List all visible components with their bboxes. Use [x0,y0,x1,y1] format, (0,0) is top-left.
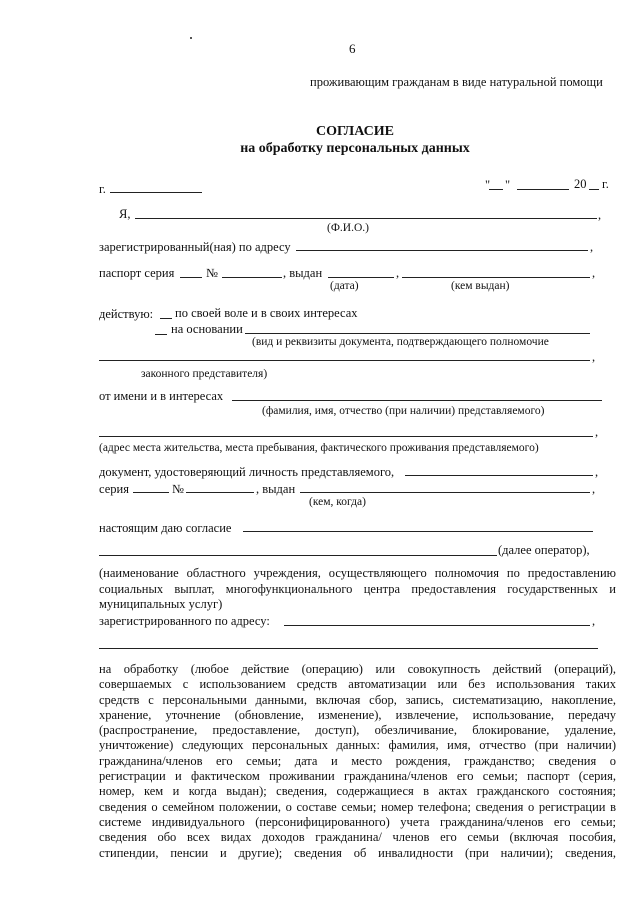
series2-field[interactable] [133,492,169,493]
operator-field-2[interactable] [99,555,497,556]
trailing-comma: , [595,425,599,439]
registered2-label: зарегистрированного по адресу: [99,614,270,628]
acting-basis-field[interactable] [245,333,590,334]
trailing-comma: , [598,208,602,222]
passport-issuer-caption: (кем выдан) [451,280,510,292]
passport-date-caption: (дата) [330,280,359,292]
trailing-comma: , [396,266,400,280]
body-line: номер, кем и когда выдан); сведения, содержащиеся в актах гражданского состояния; [99,784,616,799]
operator-label: (далее оператор), [498,543,590,557]
passport-date-field[interactable] [328,277,394,278]
operator-field[interactable] [243,531,593,532]
series2-number-field[interactable] [186,492,254,493]
registered-label: зарегистрированный(ная) по адресу [99,240,291,254]
acting-label: действую: [99,307,154,321]
body-line: хранение, уточнение (обновление, изменение), извлечение, использование, передачу [99,707,616,722]
ya-label: Я, [119,207,131,221]
registered2-field[interactable] [284,625,590,626]
fio-field[interactable] [135,218,597,219]
passport-series-field[interactable] [180,277,202,278]
body-line: регистрации и фактическом проживании гражданина/членов его семьи; паспорт (серия, [99,769,616,784]
registered2-field-2[interactable] [99,648,598,649]
date-day-field[interactable] [489,189,503,190]
date-quote-open: " [485,178,491,192]
document-field[interactable] [405,475,593,476]
trailing-comma: , [595,465,599,479]
series2-issuer-field[interactable] [300,492,590,493]
city-prefix: г. [99,182,106,196]
consent-label: настоящим даю согласие [99,521,232,535]
passport-number-label: № [206,266,218,280]
acting-option1-checkbox[interactable] [160,318,172,319]
on-behalf-label: от имени и в интересах [99,389,224,403]
trailing-comma: , [590,240,594,254]
caption-line: (наименование областного учреждения, осуществляющего полномочия по предоставлению [99,566,616,580]
passport-series-label: паспорт серия [99,266,175,280]
caption-line: социальных выплат, многофункционального центра предоставления государственных и [99,581,616,596]
acting-option2: на основании [171,322,243,336]
date-month-field[interactable] [517,189,569,190]
address-caption: (адрес места жительства, места пребывания, фактического проживания представляемого) [99,442,539,454]
acting-basis-caption-end: законного представителя) [141,368,268,380]
caption-line: муниципальных услуг) [99,597,223,611]
body-line: на обработку (любое действие (операцию) или совокупность действий (операций), [99,662,616,676]
acting-basis-caption: (вид и реквизиты документа, подтверждающего полномочие [252,336,549,348]
represented-fio-field[interactable] [232,400,602,401]
body-line: (распространение, предоставление, доступ), обезличивание, блокирование, удаление, [99,723,616,738]
document-label: документ, удостоверяющий личность представляемого, [99,465,395,479]
body-line: сведения о семейном положении, о составе семьи; номер телефона; сведения о регистрации в [99,799,616,814]
body-line: гражданина/членов его семьи; дата и место рождения, гражданство; сведения о [99,753,616,768]
fio-caption: (Ф.И.О.) [327,222,369,234]
series2-issuer-caption: (кем, когда) [309,496,366,508]
city-field[interactable] [110,192,202,193]
date-quote-close: " [505,178,511,192]
series2-number-label: № [172,482,184,496]
series2-issued-label: , выдан [256,482,296,496]
acting-option1: по своей воле и в своих интересах [175,306,358,320]
header-note: проживающим гражданам в виде натуральной помощи [310,75,603,89]
body-line: сведения обо всех видах доходов гражданина/ членов его семьи (включая пособия, [99,830,616,845]
body-line: системе индивидуального (персонифицированного) учета гражданина/членов его семьи; [99,814,616,829]
page-number: 6 [349,41,356,56]
scan-speck [190,37,192,39]
institution-caption [99,566,616,613]
consent-body [99,662,616,861]
represented-address-field[interactable] [99,436,593,437]
document-subtitle: на обработку персональных данных [240,141,470,156]
body-line: средств с персональными данными, включая сбор, запись, систематизацию, накопление, [99,692,616,707]
body-line: совершаемых с использованием средств автоматизации или без использования таких [99,677,616,692]
acting-basis-field-2[interactable] [99,360,590,361]
body-line: стипендии, пенсии и другие); сведения об инвалидности (при наличии); сведения, [99,845,616,860]
date-year-suffix: г. [602,177,609,191]
registered-address-field[interactable] [296,250,588,251]
trailing-comma: , [592,482,596,496]
trailing-comma: , [592,614,596,628]
body-line: уничтожение) следующих персональных данных: фамилия, имя, отчество (при наличии) [99,738,616,753]
series2-label: серия [99,482,129,496]
passport-number-field[interactable] [222,277,282,278]
represented-caption: (фамилия, имя, отчество (при наличии) представляемого) [262,405,545,417]
acting-option2-checkbox[interactable] [155,334,167,335]
trailing-comma: , [592,266,596,280]
passport-issuer-field[interactable] [402,277,590,278]
date-year-prefix: 20 [574,177,587,191]
trailing-comma: , [592,350,596,364]
passport-issued-label: , выдан [283,266,323,280]
date-year-field[interactable] [589,189,599,190]
document-title: СОГЛАСИЕ [316,124,394,139]
